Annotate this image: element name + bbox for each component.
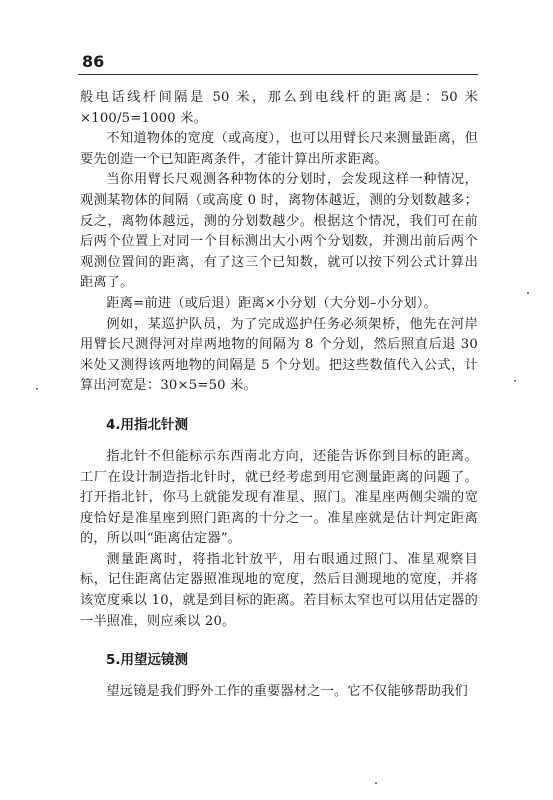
formula-paragraph: 距离=前进（或后退）距离×小分划（大分划–小分划）。 xyxy=(106,295,437,311)
continued-paragraph: 般电话线杆间隔是 50 米，那么到电线杆的距离是：50 米×100/5=1000 米。 xyxy=(80,90,478,126)
scan-speck xyxy=(375,782,377,784)
paragraph: 不知道物体的宽度（或高度），也可以用臂长尺来测量距离，但要先创造一个已知距离条件，才能计算出所求距离。 xyxy=(80,131,478,167)
section-heading-5: 5.用望远镜测 xyxy=(106,652,189,669)
section-heading-4: 4.用指北针测 xyxy=(106,416,189,433)
header-rule xyxy=(78,74,478,75)
page-number: 86 xyxy=(82,52,105,71)
page-body xyxy=(80,88,478,703)
scan-speck xyxy=(527,292,529,294)
scan-speck xyxy=(514,380,516,382)
scan-speck xyxy=(36,388,38,390)
paragraph: 指北针不但能标示东西南北方向，还能告诉你到目标的距离。工厂在设计制造指北针时，就已经考虑到用它测量距离的问题了。打开指北针，你马上就能发现有准星、照门。准星座两侧尖端的宽度恰好是准星座到照门距离的十分之一。准星座就是估计判定距离的，所以叫“距离估定器”。 xyxy=(80,448,478,547)
paragraph: 例如，某巡护队员，为了完成巡护任务必须架桥，他先在河岸用臂长尺测得河对岸两地物的间隔为 8 个分划，然后照直后退 30 米处又测得该两地物的间隔是 5 个分划。把这些数值代入公式，计算出河宽是：30×5=50 米。 xyxy=(80,316,478,394)
paragraph: 望远镜是我们野外工作的重要器材之一。它不仅能够帮助我们 xyxy=(106,684,468,700)
paragraph: 当你用臂长尺观测各种物体的分划时，会发现这样一种情况，观测某物体的间隔（或高度 0 时，离物体越近，测的分划数越多；反之，离物体越远，测的分划数越少。根据这个情况，我们可在前后两个位置上对同一个目标测出大小两个分划数，并测出前后两个观测位置间的距离，有了这三个已知数，就可以按下列公式计算出距离了。 xyxy=(80,172,478,291)
paragraph: 测量距离时，将指北针放平，用右眼通过照门、准星观察目标，记住距离估定器照准现地的宽度，然后目测现地的宽度，并将该宽度乘以 10，就是到目标的距离。若目标太窄也可以用估定器的一半照准，则应乘以 20。 xyxy=(80,551,478,629)
